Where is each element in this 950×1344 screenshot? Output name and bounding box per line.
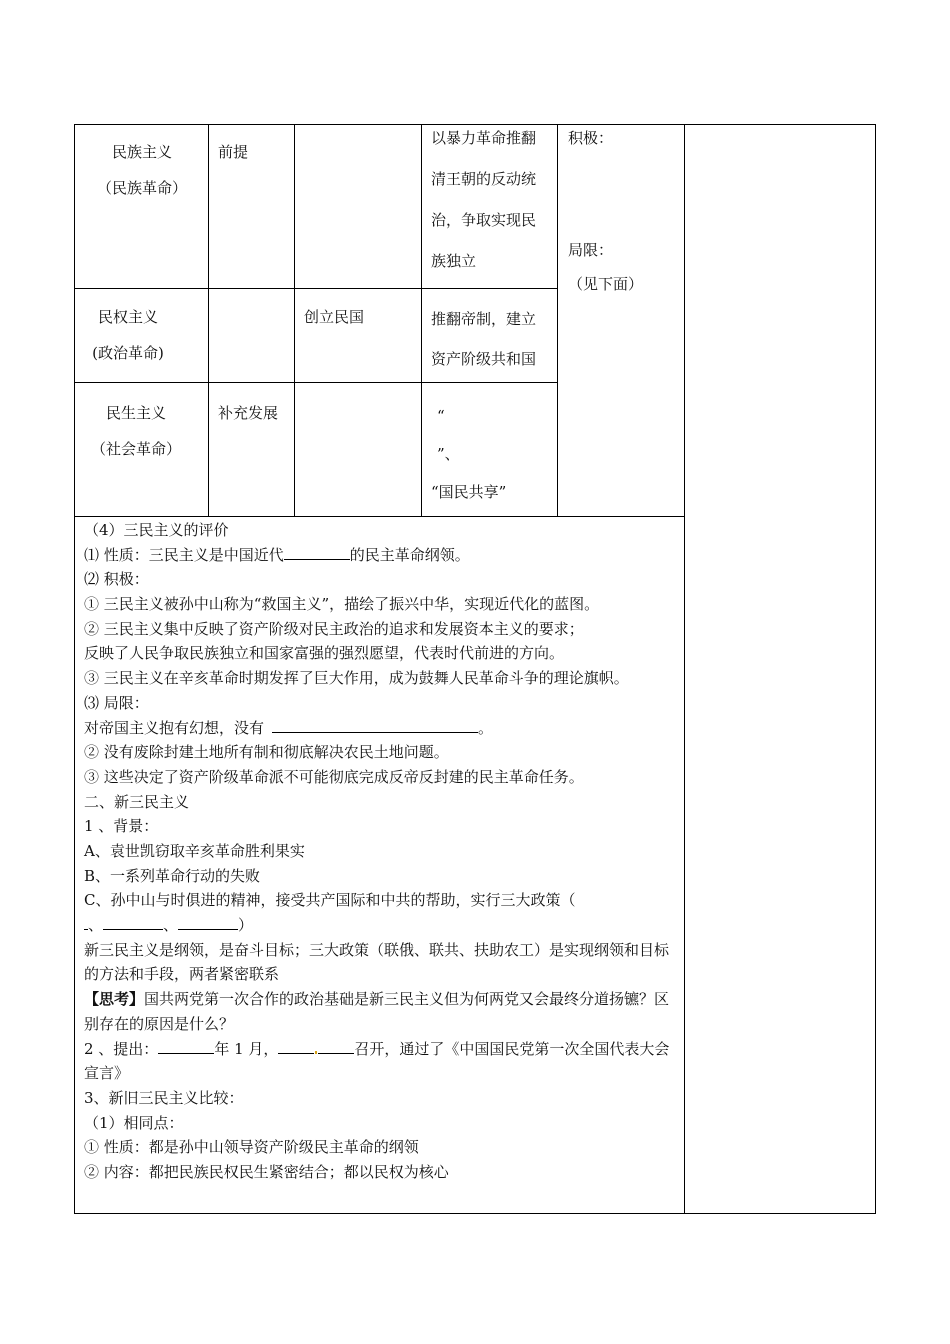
col4-line: 清王朝的反动统 — [431, 170, 537, 188]
row3-principle — [76, 395, 196, 467]
row1-col4 — [431, 118, 536, 282]
col2-text: 前提 — [218, 143, 249, 161]
row1-col2 — [218, 134, 248, 170]
mark-dot — [315, 1051, 317, 1054]
row2-col3 — [304, 299, 364, 335]
blank-policies — [84, 913, 676, 938]
limit-item: ③ 这些决定了资产阶级革命派不可能彻底完成反帝反封建的民主革命任务。 — [84, 767, 584, 786]
row-divider-3 — [74, 516, 685, 517]
row-divider-2 — [74, 382, 558, 383]
col2-text: 补充发展 — [218, 404, 279, 422]
text-span: 2 、提出： — [84, 1039, 159, 1058]
common-item: ② 内容：都把民族民权民生紧密结合；都以民权为核心 — [84, 1162, 449, 1181]
subsection-heading: 3、新旧三民主义比较： — [84, 1088, 244, 1107]
blank-fill — [278, 1039, 314, 1054]
col4-line: “国民共享” — [431, 483, 507, 501]
text-span: 对帝国主义抱有幻想，没有 — [84, 718, 265, 737]
positive-item: ③ 三民主义在辛亥革命时期发挥了巨大作用，成为鼓舞人民革命斗争的理论旗帜。 — [84, 669, 629, 688]
text-span: 、 — [88, 916, 104, 935]
col4-line: 资产阶级共和国 — [431, 350, 537, 368]
col3-text: 创立民国 — [304, 308, 365, 326]
nature-line — [84, 543, 676, 568]
text-span: 、 — [163, 916, 179, 935]
col4-line: 以暴力革命推翻 — [431, 129, 537, 147]
text-span: 的民主革命纲领。 — [349, 545, 470, 564]
limit-heading: ⑶ 局限： — [84, 693, 149, 712]
eval-limit-label: 局限： — [568, 241, 614, 259]
limit-item — [84, 716, 676, 741]
col4-line: 推翻帝制，建立 — [431, 310, 537, 328]
text-span: 召开，通过了《中国国民党第一次全国代表大会宣言》 — [84, 1039, 670, 1083]
blank-fill — [284, 545, 350, 560]
summary-paragraph: 新三民主义是纲领，是奋斗目标；三大政策（联俄、联共、扶助农工）是实现纲领和目标的方法和手段，两者紧密联系 — [84, 940, 670, 984]
positive-heading: ⑵ 积极： — [84, 570, 149, 589]
row2-col4 — [431, 299, 536, 379]
principle-subtitle: （社会革命） — [90, 440, 181, 458]
think-paragraph — [84, 987, 676, 1036]
positive-item: ② 三民主义集中反映了资产阶级对民主政治的追求和发展资本主义的要求； — [84, 619, 584, 638]
subsection-heading: 1 、背景： — [84, 817, 159, 836]
principle-label: 民权主义 — [97, 308, 158, 326]
blank-fill — [158, 1039, 214, 1054]
col-divider-5 — [684, 124, 685, 1214]
proposal-line — [84, 1037, 676, 1086]
row2-principle — [76, 299, 180, 371]
blank-fill — [272, 718, 478, 733]
eval-positive — [568, 118, 613, 159]
col-divider-2 — [294, 124, 295, 516]
subsection-heading: （1）相同点： — [84, 1113, 184, 1132]
blank-fill — [103, 915, 163, 930]
blank-fill — [318, 1039, 354, 1054]
row-divider-1 — [74, 288, 558, 289]
think-label: 【思考】 — [84, 990, 145, 1009]
row1-principle — [76, 134, 208, 206]
eval-see-below — [568, 264, 643, 305]
eval-positive-label: 积极： — [568, 129, 614, 147]
principle-subtitle: （民族革命） — [96, 179, 187, 197]
section-heading: （4）三民主义的评价 — [84, 521, 229, 539]
principle-subtitle: (政治革命) — [92, 344, 164, 362]
col-divider-1 — [208, 124, 209, 516]
row3-col2 — [218, 395, 278, 431]
eval-see-below-label: （见下面） — [568, 275, 644, 293]
col-divider-3 — [421, 124, 422, 516]
body-text — [84, 518, 676, 1185]
text-span: ） — [238, 916, 254, 935]
common-item: ① 性质：都是孙中山领导资产阶级民主革命的纲领 — [84, 1138, 419, 1157]
background-item: B、一系列革命行动的失败 — [84, 866, 261, 885]
col4-line: 治，争取实现民 — [431, 211, 537, 229]
positive-item: ① 三民主义被孙中山称为“救国主义”，描绘了振兴中华，实现近代化的蓝图。 — [84, 595, 600, 614]
col4-line: ”、 — [437, 445, 460, 463]
positive-item: 反映了人民争取民族独立和国家富强的强烈愿望，代表时代前进的方向。 — [84, 644, 565, 663]
row3-col4 — [431, 397, 506, 511]
background-item: A、袁世凯窃取辛亥革命胜利果实 — [84, 841, 305, 860]
text-span: 。 — [478, 718, 494, 737]
principle-label: 民生主义 — [105, 404, 166, 422]
text-span: 国共两党第一次合作的政治基础是新三民主义但为何两党又会最终分道扬镳？区别存在的原因是什么？ — [84, 990, 670, 1033]
section-heading: 二、新三民主义 — [84, 792, 190, 811]
col4-line: 族独立 — [431, 252, 477, 270]
blank-fill — [178, 915, 238, 930]
col-divider-4 — [557, 124, 558, 516]
principle-label: 民族主义 — [111, 143, 172, 161]
col4-line: “ — [437, 407, 445, 425]
background-item: C、孙中山与时俱进的精神，接受共产国际和中共的帮助，实行三大政策（ — [84, 891, 576, 910]
text-span: ⑴ 性质：三民主义是中国近代 — [84, 545, 284, 564]
text-span: 年 1 月， — [214, 1039, 279, 1058]
limit-item: ② 没有废除封建土地所有制和彻底解决农民土地问题。 — [84, 743, 449, 762]
